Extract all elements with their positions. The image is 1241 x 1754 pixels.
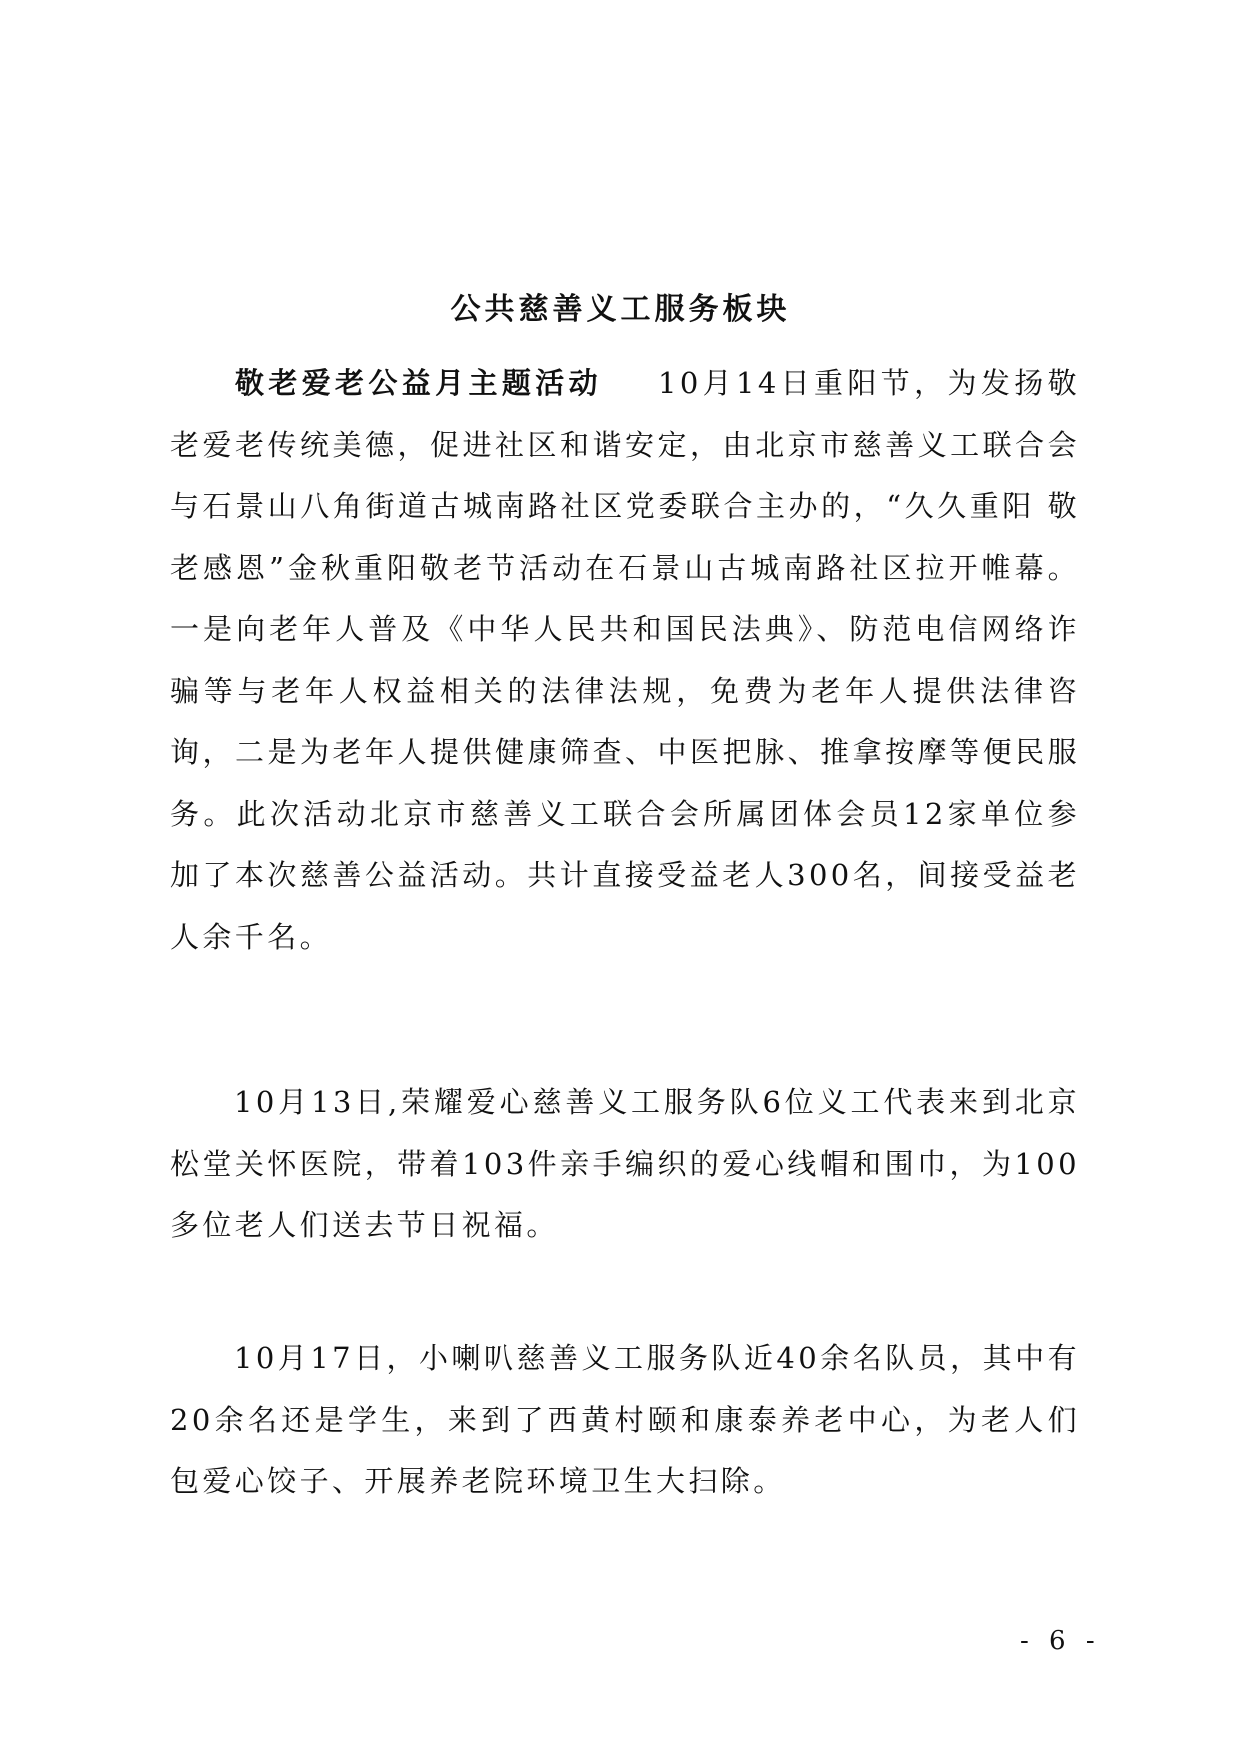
paragraph-text: 10月13日,荣耀爱心慈善义工服务队6位义工代表来到北京松堂关怀医院，带着103件亲手编织的爱心线帽和围巾，为100多位老人们送去节日祝福。 [170, 1085, 1080, 1242]
paragraph-honor-team [170, 1072, 1080, 1257]
paragraph-elderly-month [170, 353, 1080, 968]
paragraph-little-trumpet-team [170, 1328, 1080, 1513]
paragraph-text: 10月17日，小喇叭慈善义工服务队近40余名队员，其中有20余名还是学生，来到了西黄村颐和康泰养老中心，为老人们包爱心饺子、开展养老院环境卫生大扫除。 [170, 1341, 1080, 1498]
section-title: 公共慈善义工服务板块 [450, 292, 791, 327]
paragraph-text: 10月14日重阳节，为发扬敬老爱老传统美德，促进社区和谐安定，由北京市慈善义工联合会与石景山八角街道古城南路社区党委联合主办的，“久久重阳 敬老感恩”金秋重阳敬老节活动在石景山古城南路社区拉开帷幕。一是向老年人普及《中华人民共和国民法典》、防范电信网络诈骗等与老年人权益相关的法律法规，免费为老年人提供法律咨询，二是为老年人提供健康筛查、中医把脉、推拿按摩等便民服务。此次活动北京市慈善义工联合会所属团体会员12家单位参加了本次慈善公益活动。共计直接受益老人300名，间接受益老人余千名。 [170, 366, 1080, 954]
page-number: - 6 - [1020, 1626, 1101, 1656]
paragraph-lead-heading: 敬老爱老公益月主题活动 [234, 366, 602, 400]
